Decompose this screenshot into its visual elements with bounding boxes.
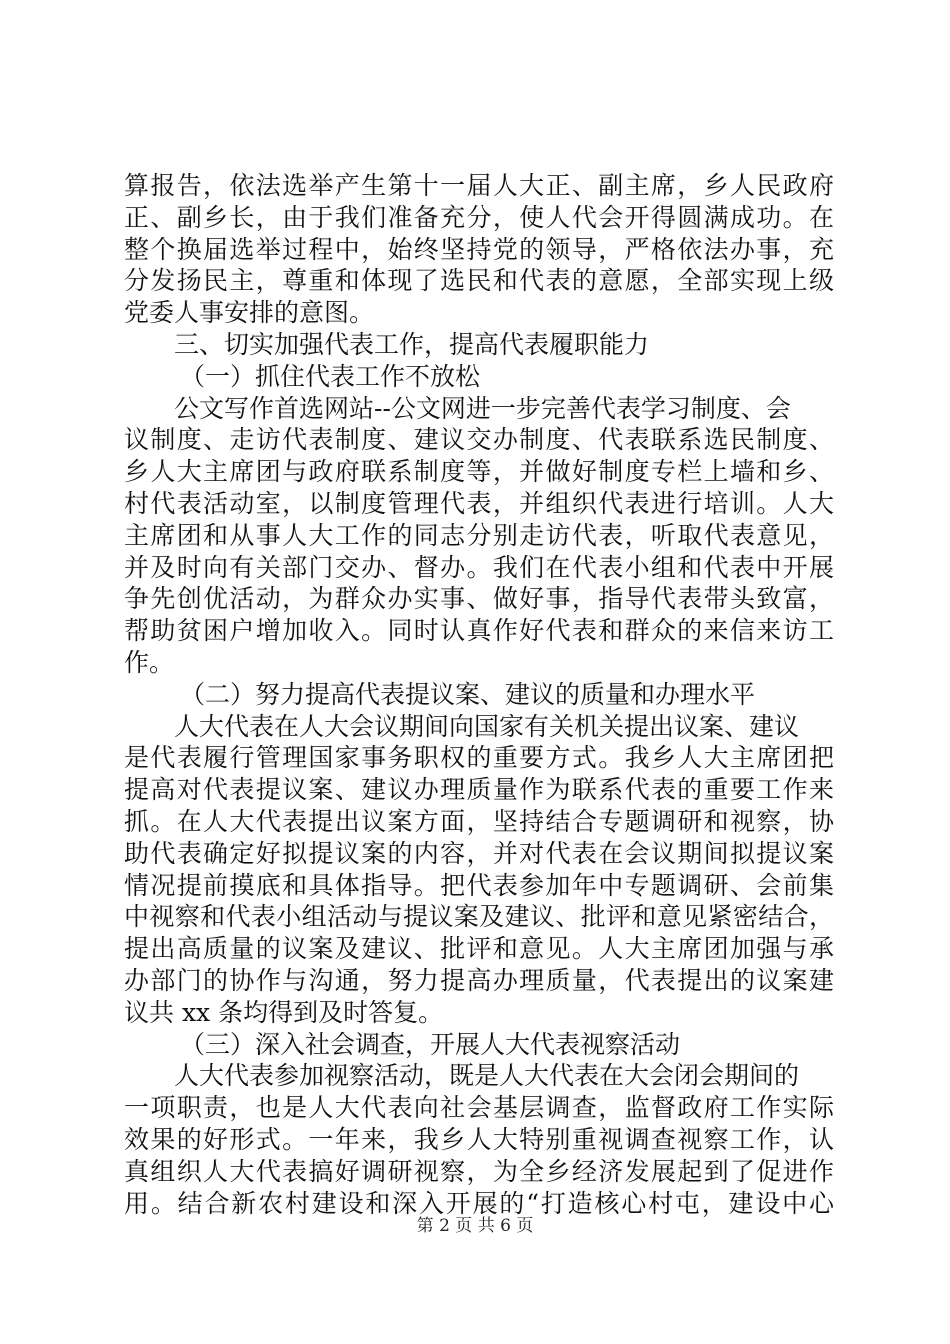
text-line: 乡人大主席团与政府联系制度等，并做好制度专栏上墙和乡、 bbox=[124, 457, 834, 487]
text-line: 一项职责，也是人大代表向社会基层调查，监督政府工作实际 bbox=[124, 1093, 834, 1123]
text-line: 提出高质量的议案及建议、批评和意见。人大主席团加强与承 bbox=[124, 934, 834, 964]
text-line: 中视察和代表小组活动与提议案及建议、批评和意见紧密结合， bbox=[124, 902, 834, 932]
text-line: （二）努力提高代表提议案、建议的质量和办理水平 bbox=[180, 679, 756, 709]
text-line: 公文写作首选网站--公文网进一步完善代表学习制度、会 bbox=[174, 393, 791, 423]
text-line: 作。 bbox=[124, 647, 175, 677]
text-line: 人大代表在人大会议期间向国家有关机关提出议案、建议 bbox=[174, 711, 800, 741]
text-line: 党委人事安排的意图。 bbox=[124, 298, 375, 328]
text-line: 抓。在人大代表提出议案方面，坚持结合专题调研和视察，协 bbox=[124, 806, 834, 836]
text-line: 助代表确定好拟提议案的内容，并对代表在会议期间拟提议案 bbox=[124, 838, 834, 868]
text-line: 主席团和从事人大工作的同志分别走访代表，听取代表意见， bbox=[124, 520, 834, 550]
text-line: 帮助贫困户增加收入。同时认真作好代表和群众的来信来访工 bbox=[124, 616, 834, 646]
page-footer: 第 2 页 共 6 页 bbox=[416, 1216, 534, 1236]
text-line: 正、副乡长，由于我们准备充分，使人代会开得圆满成功。在 bbox=[124, 202, 834, 232]
text-line: 人大代表参加视察活动，既是人大代表在大会闭会期间的 bbox=[174, 1061, 800, 1091]
document-body bbox=[124, 170, 834, 1219]
text-line: 整个换届选举过程中，始终坚持党的领导，严格依法办事，充 bbox=[124, 234, 834, 264]
text-line: 办部门的协作与沟通，努力提高办理质量，代表提出的议案建 bbox=[124, 965, 834, 995]
text-line: 村代表活动室，以制度管理代表，并组织代表进行培训。人大 bbox=[124, 488, 834, 518]
text-line: 效果的好形式。一年来，我乡人大特别重视调查视察工作，认 bbox=[124, 1124, 834, 1154]
text-line: （一）抓住代表工作不放松 bbox=[180, 361, 481, 391]
text-line: 是代表履行管理国家事务职权的重要方式。我乡人大主席团把 bbox=[124, 743, 834, 773]
text-line: 议制度、走访代表制度、建议交办制度、代表联系选民制度、 bbox=[124, 425, 834, 455]
text-line: 争先创优活动，为群众办实事、做好事，指导代表带头致富， bbox=[124, 584, 834, 614]
text-line: 议共 xx 条均得到及时答复。 bbox=[124, 997, 444, 1027]
text-line: 算报告，依法选举产生第十一届人大正、副主席，乡人民政府 bbox=[124, 171, 834, 200]
text-line: 真组织人大代表搞好调研视察，为全乡经济发展起到了促进作 bbox=[124, 1156, 834, 1186]
text-line: 三、切实加强代表工作，提高代表履职能力 bbox=[174, 329, 650, 359]
text-line: 并及时向有关部门交办、督办。我们在代表小组和代表中开展 bbox=[124, 552, 834, 582]
text-line: 提高对代表提议案、建议办理质量作为联系代表的重要工作来 bbox=[124, 775, 834, 805]
text-line: 情况提前摸底和具体指导。把代表参加年中专题调研、会前集 bbox=[124, 870, 834, 900]
text-line: 用。结合新农村建设和深入开展的“打造核心村屯，建设中心 bbox=[124, 1188, 834, 1218]
text-line: 分发扬民主，尊重和体现了选民和代表的意愿，全部实现上级 bbox=[124, 266, 834, 296]
text-line: （三）深入社会调查，开展人大代表视察活动 bbox=[180, 1029, 681, 1059]
